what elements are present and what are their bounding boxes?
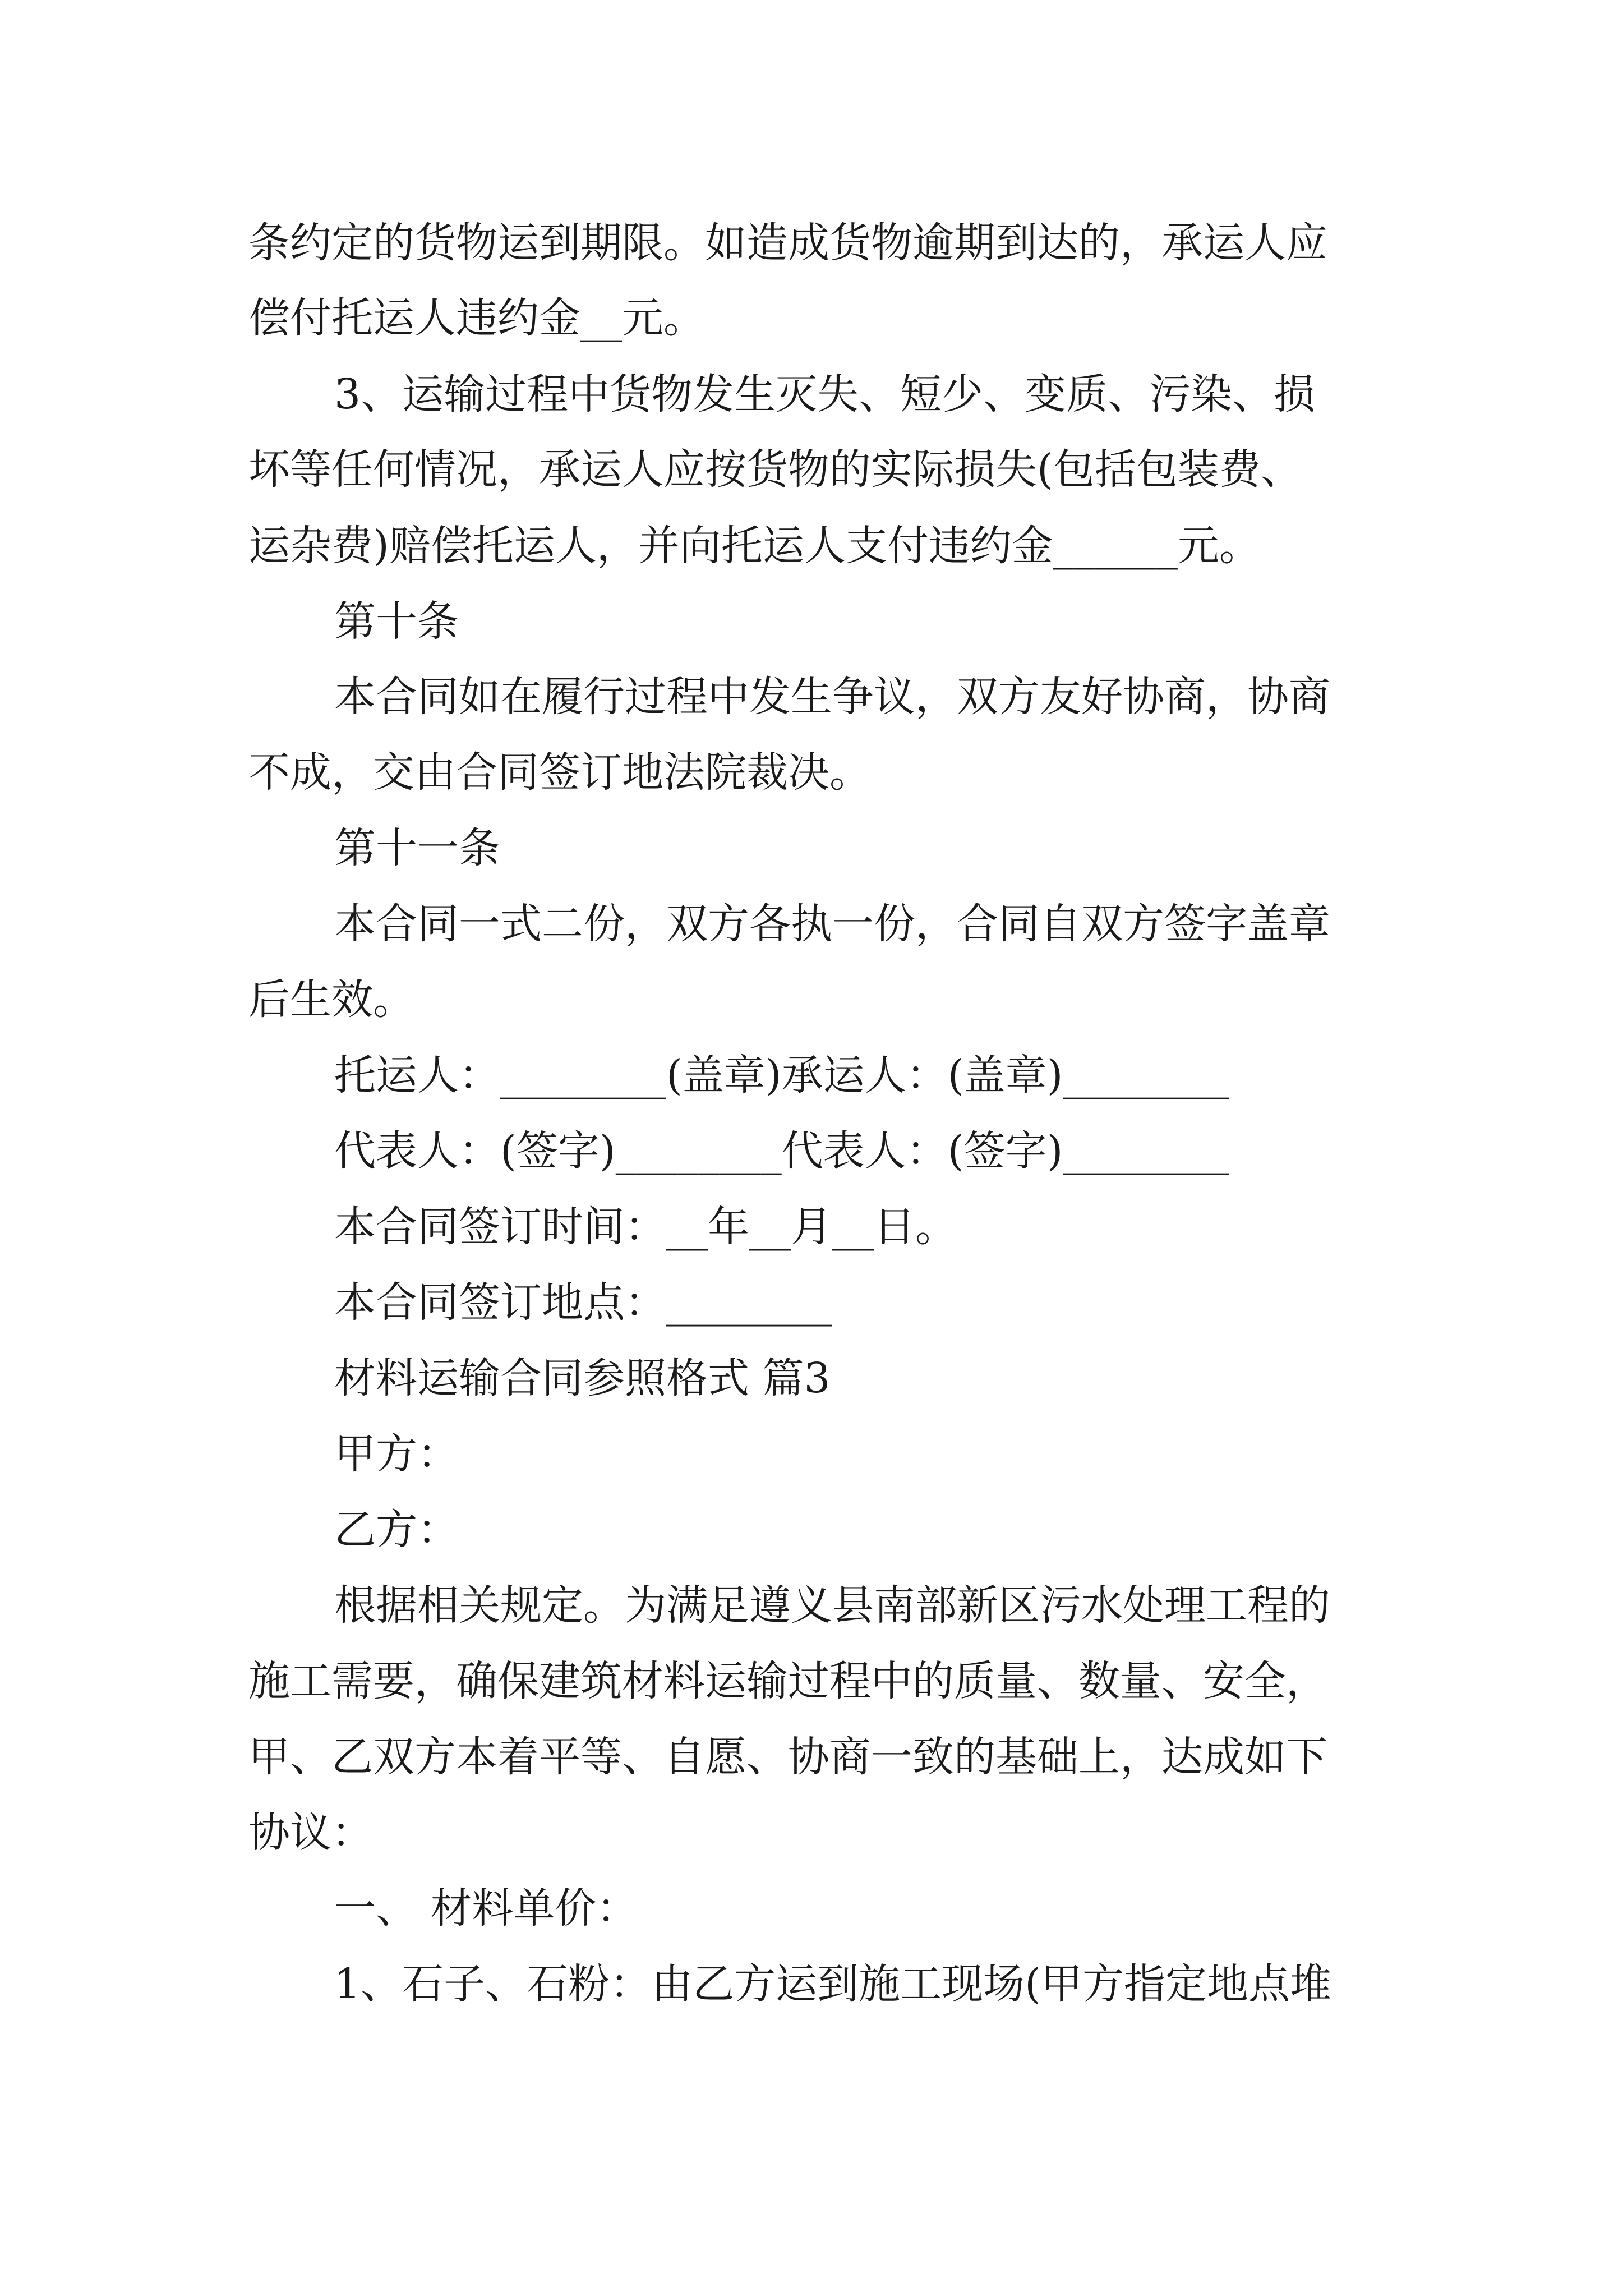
party-a-line: 甲方： <box>334 1430 459 1478</box>
paragraph-line: 3、运输过程中货物发生灭失、短少、变质、污染、损 <box>334 370 1316 418</box>
paragraph-line: 运杂费)赔偿托运人，并向托运人支付违约金______元。 <box>248 522 1261 570</box>
paragraph-line: 后生效。 <box>248 976 414 1024</box>
paragraph-line: 协议： <box>248 1809 373 1857</box>
clause-heading: 一、 材料单价： <box>334 1884 638 1932</box>
paragraph-line: 条约定的货物运到期限。如造成货物逾期到达的，承运人应 <box>248 219 1327 267</box>
paragraph-line: 根据相关规定。为满足遵义县南部新区污水处理工程的 <box>334 1581 1330 1630</box>
signature-line: 托运人：________(盖章)承运人：(盖章)________ <box>334 1051 1229 1099</box>
article-heading: 第十一条 <box>334 824 500 872</box>
paragraph-line: 1、石子、石粉：由乙方运到施工现场(甲方指定地点堆 <box>334 1960 1331 2008</box>
signing-date-line: 本合同签订时间：__年__月__日。 <box>334 1203 957 1251</box>
paragraph-line: 本合同如在履行过程中发生争议，双方友好协商，协商 <box>334 673 1330 721</box>
paragraph-line: 本合同一式二份，双方各执一份，合同自双方签字盖章 <box>334 900 1330 948</box>
signature-line: 代表人：(签字)________代表人：(签字)________ <box>334 1127 1229 1175</box>
party-b-line: 乙方： <box>334 1506 459 1554</box>
paragraph-line: 偿付托运人违约金__元。 <box>248 294 705 342</box>
signing-place-line: 本合同签订地点：________ <box>334 1278 832 1327</box>
paragraph-line: 不成，交由合同签订地法院裁决。 <box>248 748 871 797</box>
paragraph-line: 施工需要，确保建筑材料运输过程中的质量、数量、安全， <box>248 1657 1327 1705</box>
article-heading: 第十条 <box>334 597 459 646</box>
section-title: 材料运输合同参照格式 篇3 <box>334 1354 831 1402</box>
paragraph-line: 坏等任何情况，承运人应按货物的实际损失(包括包装费、 <box>248 445 1302 494</box>
paragraph-line: 甲、乙双方本着平等、自愿、协商一致的基础上，达成如下 <box>248 1733 1327 1781</box>
